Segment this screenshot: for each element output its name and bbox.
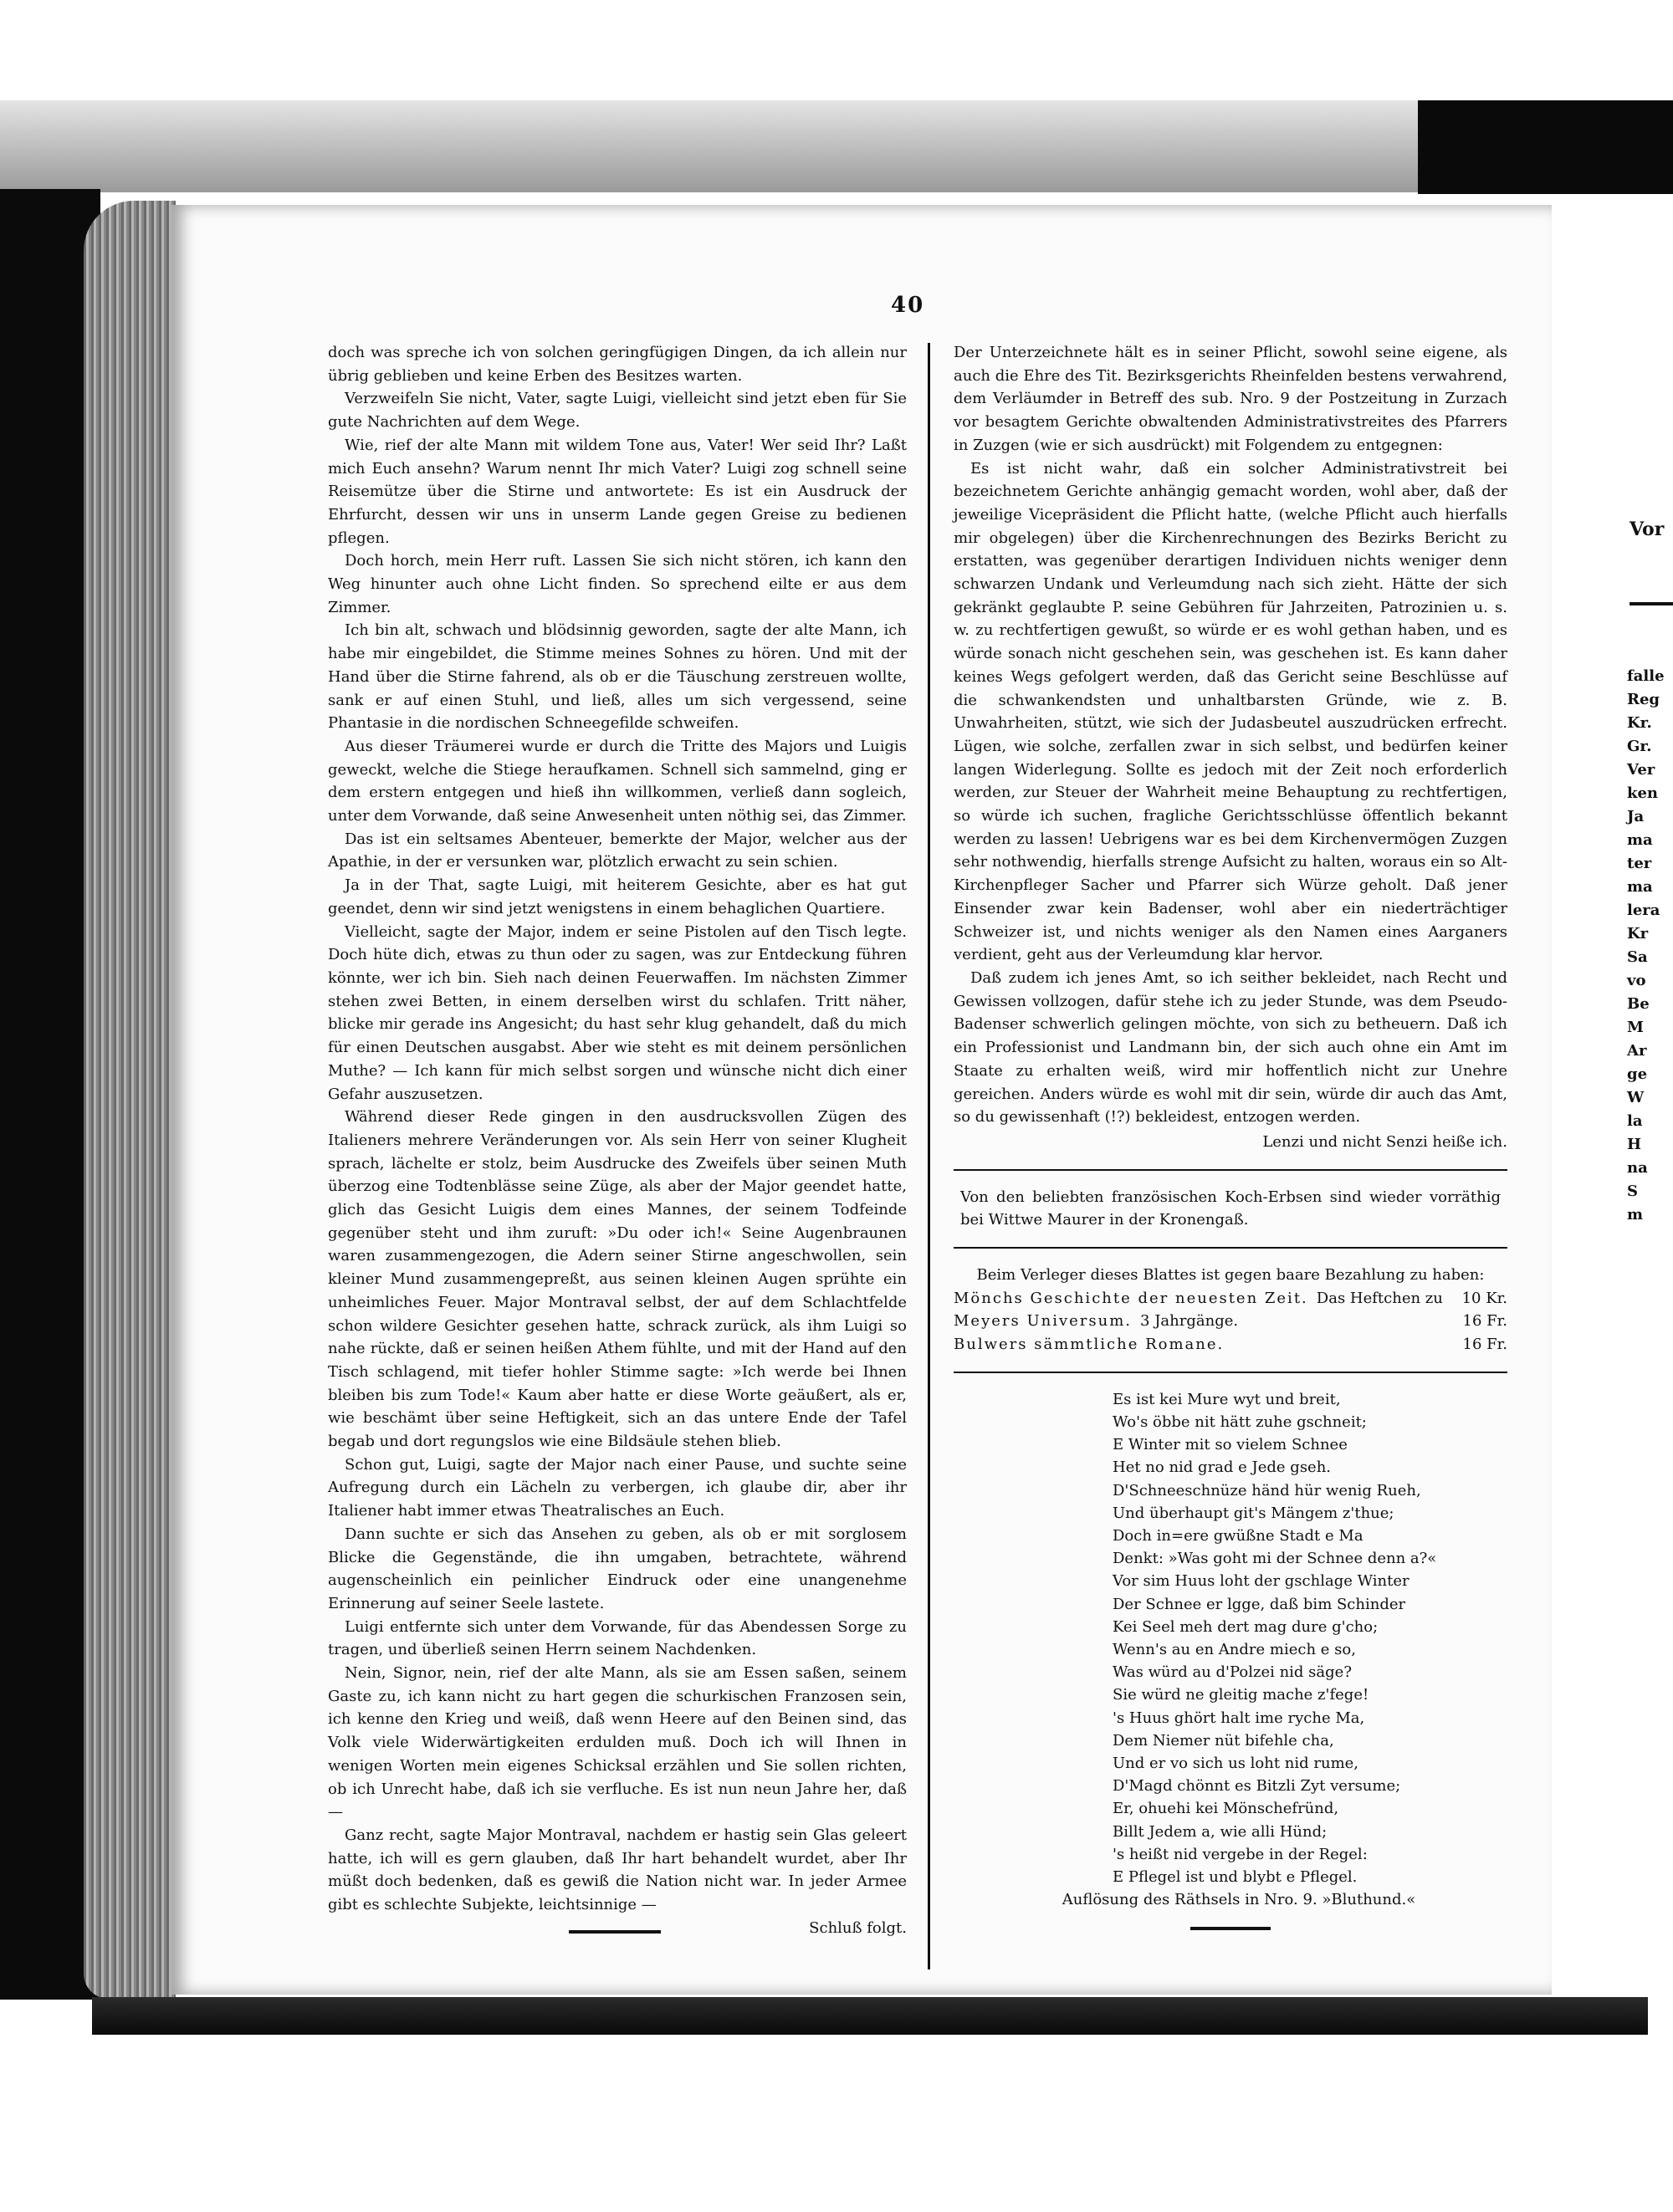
paragraph: Verzweifeln Sie nicht, Vater, sagte Luigi, vielleicht sind jetzt eben für Sie gute Nachrichten auf dem Wege. bbox=[328, 390, 907, 432]
adjacent-page bbox=[1552, 194, 1673, 2000]
adjacent-page-rule bbox=[1630, 602, 1673, 605]
adjacent-page-fragment: vo bbox=[1627, 972, 1646, 989]
advertisement bbox=[954, 1264, 1507, 1356]
paragraph: Schon gut, Luigi, sagte der Major nach einer Pause, und suchte seine Aufregung durch ein Lächeln zu verbergen, ich glaube dir, aber ihr Italiener habt immer etwas Theatralisches an Euch. bbox=[328, 1455, 907, 1520]
divider-rule bbox=[954, 1372, 1507, 1373]
ad-item-title bbox=[954, 1287, 1443, 1310]
poem-line: Was würd au d'Polzei nid säge? bbox=[1113, 1663, 1352, 1682]
adjacent-page-fragment: m bbox=[1627, 1206, 1644, 1223]
poem-line: D'Magd chönnt es Bitzli Zyt versume; bbox=[1113, 1777, 1401, 1796]
adjacent-page-fragment: la bbox=[1627, 1112, 1643, 1130]
poem-line: Billt Jedem a, wie alli Hünd; bbox=[1113, 1822, 1328, 1841]
ad-item bbox=[954, 1287, 1507, 1310]
poem-line: 's Huus ghört halt ime ryche Ma, bbox=[1113, 1709, 1365, 1727]
divider-rule bbox=[954, 1247, 1507, 1249]
adjacent-page-fragment: ken bbox=[1627, 784, 1659, 802]
adjacent-page-fragment: Gr. bbox=[1627, 738, 1652, 755]
poem-line: Dem Niemer nüt bifehle cha, bbox=[1113, 1731, 1334, 1750]
column-divider bbox=[928, 343, 930, 1969]
paragraph: Ganz recht, sagte Major Montraval, nachdem er hastig sein Glas geleert hatte, ich will es gern glauben, daß Ihr hart behandelt wurdet, aber Ihr müßt doch bedenken, daß es gewiß die Nation nicht war. In jeder Armee gibt es schlechte Subjekte, leichtsinnige — bbox=[328, 1826, 907, 1914]
poem-line: E Winter mit so vielem Schnee bbox=[1113, 1436, 1348, 1454]
end-rule bbox=[1190, 1927, 1271, 1930]
adjacent-page-fragment: H bbox=[1627, 1136, 1642, 1153]
ad-price: 16 Fr. bbox=[1462, 1336, 1507, 1354]
scan-shadow bbox=[0, 100, 1422, 192]
public-statement bbox=[954, 341, 1507, 1129]
poem-line: Vor sim Huus loht der gschlage Winter bbox=[1113, 1572, 1410, 1591]
paragraph: Vielleicht, sagte der Major, indem er seine Pistolen auf den Tisch legte. Doch hüte dich, etwas zu thun oder zu sagen, was zur Entdeckung führen könnte, wer ich bin. Sieh nach deinen Feuerwaffen. Im nächsten Zimmer stehen zwei Betten, in einem derselben wirst du schlafen. Tritt näher, blicke mir gerade ins Angesicht; du hast sehr klug gehandelt, daß du mich für einen Deutschen ausgabst. Aber wie steht es mit deinem persönlichen Muthe? — Ich kann für mich selbst sorgen und wünsche nicht dich einer Gefahr auszusetzen. bbox=[328, 922, 907, 1103]
adjacent-page-fragment: S bbox=[1627, 1183, 1638, 1200]
continuation-note: Schluß folgt. bbox=[809, 1918, 907, 1937]
adjacent-page-fragment: M bbox=[1627, 1019, 1644, 1036]
ad-list bbox=[954, 1287, 1507, 1356]
ad-item-title bbox=[954, 1333, 1232, 1356]
paragraph: Dann suchte er sich das Ansehen zu geben, als ob er mit sorglosem Blicke die Gegenstände, die ihn umgaben, betrachtete, während augenscheinlich ein peinlicher Eindruck oder eine unangenehme Erinnerung auf seiner Seele lastete. bbox=[328, 1525, 907, 1612]
adjacent-page-fragment: ma bbox=[1627, 831, 1653, 849]
paragraph: doch was spreche ich von solchen geringfügigen Dingen, da ich allein nur übrig geblieben und keine Erben des Besitzes warten. bbox=[328, 344, 907, 385]
page-number: 40 bbox=[891, 293, 925, 318]
paragraph: Der Unterzeichnete hält es in seiner Pflicht, sowohl seine eigene, als auch die Ehre des Tit. Bezirksgerichts Rheinfelden bestens verwahrend, dem Verläumder in Betreff des sub. Nro. 9 der Postzeitung in Zurzach vor besagtem Gerichte obwaltenden Administrativstreites des Pfarrers in Zuzgen (wie er sich ausdrückt) mit Folgendem zu entgegnen: bbox=[954, 344, 1507, 454]
ad-item bbox=[954, 1310, 1507, 1333]
ad-detail: 3 Jahrgänge. bbox=[1140, 1312, 1239, 1331]
poem-line: E Pflegel ist und blybt e Pflegel. bbox=[1113, 1868, 1358, 1887]
adjacent-page-fragment: W bbox=[1627, 1089, 1645, 1106]
poem-line: Wo's öbbe nit hätt zuhe gschneit; bbox=[1113, 1413, 1367, 1432]
riddle-solution: Auflösung des Räthsels in Nro. 9. »Bluthund.« bbox=[1062, 1891, 1416, 1909]
poem-line: Kei Seel meh dert mag dure g'cho; bbox=[1113, 1617, 1379, 1636]
adjacent-page-fragment: Reg bbox=[1627, 691, 1660, 708]
ad-item-title bbox=[954, 1310, 1238, 1333]
adjacent-page-fragment: ge bbox=[1627, 1065, 1648, 1083]
ad-detail: Das Heftchen zu bbox=[1316, 1289, 1443, 1307]
adjacent-page-fragment: Ar bbox=[1627, 1042, 1647, 1060]
ad-title: Bulwers sämmtliche Romane. bbox=[954, 1336, 1225, 1354]
paragraph: Aus dieser Träumerei wurde er durch die Tritte des Majors und Luigis geweckt, welche die Stiege heraufkamen. Schnell sich sammelnd, ging er dem erstern entgegen und hieß ihn willkommen, verließ dann sogleich, unter dem Vorwande, daß seine Anwesenheit unten nöthig sei, das Zimmer. bbox=[328, 737, 907, 825]
adjacent-page-fragment: Kr bbox=[1627, 925, 1649, 943]
signature: Lenzi und nicht Senzi heiße ich. bbox=[1262, 1132, 1507, 1151]
paragraph: Ich bin alt, schwach und blödsinnig geworden, sagte der alte Mann, ich habe mir eingebildet, die Stimme meines Sohnes zu hören. Und mit der Hand über die Stirne fahrend, als ob er die Täuschung zerstreuen wollte, sank er auf einen Stuhl, und ließ, alles um sich vergessend, seine Phantasie in die nordischen Schneegefilde schweifen. bbox=[328, 621, 907, 733]
adjacent-page-fragment: Be bbox=[1627, 995, 1650, 1013]
adjacent-page-fragment: falle bbox=[1627, 667, 1665, 685]
paragraph: Es ist nicht wahr, daß ein solcher Administrativstreit bei bezeichnetem Gerichte anhängig gemacht worden, wohl aber, daß der jeweilige Vicepräsident die Pflicht hatte, (welche Pflicht auch hierfalls mir obgelegen) über die Kirchenrechnungen des Bezirks Bericht zu erstatten, was gegenüber derartigen Individuen nichts weniger denn schwarzen Undank und Verleumdung nach sich zieht. Hätte der sich gekränkt geglaubte P. seine Gebühren für Jahrzeiten, Patrozinien u. s. w. zu rechtfertigen gewußt, so würde er es wohl gethan haben, und es würde sonach nicht geschehen sein, was geschehen ist. Es kann daher keines Wegs gefolgert werden, daß das Gericht seine Beschlüsse auf die schwankendsten und unhaltbarsten Gründe, wie z. B. Unwahrheiten, stützt, wie sich der Judasbeutel auszudrücken erfrecht. Lügen, wie solche, zerfallen zwar in sich selbst, und bedürfen keiner langen Widerlegung. Sollte es jedoch mit der Zeit noch erforderlich werden, zur Steuer der Wahrheit meine Behauptung zu rechtfertigen, so würde ich suchen, fragliche Gerichtsschlüsse öffentlich bekannt werden zu lassen! Uebrigens war es bei dem Kirchenvermögen Zuzgen sehr nothwendig, hierfalls strenge Aufsicht zu halten, woraus ein so Alt-Kirchenpfleger Sacher und Pfarrer sich Würze geholt. Daß jener Einsender zwar kein Badenser, wohl aber ein niederträchtiger Schweizer ist, und nichts weniger als den Namen eines Aarganers verdient, geht aus der Verleumdung klar hervor. bbox=[954, 459, 1507, 964]
divider-rule bbox=[954, 1169, 1507, 1171]
paragraph: Luigi entfernte sich unter dem Vorwande, für das Abendessen Sorge zu tragen, und überließ seinen Herrn seinem Nachdenken. bbox=[328, 1617, 907, 1659]
scan-border-top-right bbox=[1418, 100, 1673, 194]
poem-line: Er, ohuehi kei Mönschefründ, bbox=[1113, 1800, 1339, 1818]
scan-border-bottom bbox=[92, 1997, 1648, 2035]
poem-line: Denkt: »Was goht mi der Schnee denn a?« bbox=[1113, 1550, 1437, 1568]
ad-price: 10 Kr. bbox=[1461, 1289, 1507, 1307]
book-page-edges bbox=[84, 201, 176, 1999]
poem-line: Doch in=ere gwüßne Stadt e Ma bbox=[1113, 1527, 1363, 1545]
adjacent-page-fragment: Sa bbox=[1627, 948, 1648, 966]
ad-title: Meyers Universum. bbox=[954, 1312, 1133, 1331]
poem-line: Der Schnee er lgge, daß bim Schinder bbox=[1113, 1595, 1406, 1613]
notice-text: Von den beliebten französischen Koch-Erbsen sind wieder vorräthig bei Wittwe Maurer in der Kronengaß. bbox=[960, 1188, 1501, 1229]
adjacent-page-fragment: ma bbox=[1627, 878, 1653, 896]
paragraph: Wie, rief der alte Mann mit wildem Tone aus, Vater! Wer seid Ihr? Laßt mich Euch ansehn? Warum nennt Ihr mich Vater? Luigi zog schnell seine Reisemütze über die Stirne und antwortete: Es ist ein Ausdruck der Ehrfurcht, dessen wir uns in unserm Lande gegen Greise zu bedienen pflegen. bbox=[328, 436, 907, 547]
poem-line: D'Schneeschnüze händ hür wenig Rueh, bbox=[1113, 1481, 1421, 1499]
poem-line: Und er vo sich us loht nid rume, bbox=[1113, 1755, 1359, 1773]
poem-line: Es ist kei Mure wyt und breit, bbox=[1113, 1390, 1341, 1408]
paragraph: Während dieser Rede gingen in den ausdrucksvollen Zügen des Italieners mehrere Veränderungen vor. Als sein Herr von seiner Klugheit sprach, lächelte er stolz, beim Ausdrucke des Zweifels über seinen Muth überzog eine Todtenblässe seine Züge, als aber der Major geendet hatte, glich das Gesicht Luigis dem eines Mannes, der seinem Todfeinde gegenüber steht und ihm zuruft: »Du oder ich!« Seine Augenbraunen waren zusammengezogen, die Adern seiner Stirne angeschwollen, sein kleiner Mund zusammengepreßt, aus seinen kleinen Augen sprühte ein unheimliches Feuer. Major Montraval selbst, der auf dem Schlachtfelde schon wildere Gesichter gesehen hatte, schrack zurück, als ihm Luigi so nahe rückte, daß er seinen heißen Athem fühlte, und mit der Hand auf den Tisch schlagend, mit tiefer hohler Stimme sagte: »Ich werde bei Ihnen bleiben bis zum Tode!« Kaum aber hatte er diese Worte geäußert, als er, wie beschämt über seine Heftigkeit, sich an das untere Ende der Tafel begab und dort regungslos wie eine Bildsäule stehen blieb. bbox=[328, 1108, 907, 1451]
poem-line: Sie würd ne gleitig mache z'fege! bbox=[1113, 1686, 1369, 1704]
notice bbox=[954, 1186, 1507, 1232]
poem-line: 's heißt nid vergebe in der Regel: bbox=[1113, 1845, 1368, 1863]
left-end-rule bbox=[569, 1930, 661, 1934]
right-column bbox=[954, 341, 1507, 1930]
adjacent-page-fragment: Ja bbox=[1627, 808, 1645, 825]
poem bbox=[1113, 1388, 1507, 1888]
paragraph: Ja in der That, sagte Luigi, mit heiterem Gesichte, aber es hat gut geendet, denn wir sind jetzt wenigstens in einem behaglichen Quartiere. bbox=[328, 876, 907, 917]
adjacent-page-fragment: ter bbox=[1627, 855, 1652, 872]
adjacent-page-fragment: Kr. bbox=[1627, 714, 1652, 732]
paragraph: Das ist ein seltsames Abenteuer, bemerkte der Major, welcher aus der Apathie, in der er versunken war, plötzlich erwacht zu sein schien. bbox=[328, 830, 907, 871]
poem-line: Und überhaupt git's Mängem z'thue; bbox=[1113, 1504, 1394, 1522]
poem-line: Het no nid grad e Jede gseh. bbox=[1113, 1458, 1332, 1477]
left-column bbox=[328, 341, 907, 1940]
adjacent-page-fragment: Ver bbox=[1627, 761, 1655, 779]
ad-title: Mönchs Geschichte der neuesten Zeit. bbox=[954, 1289, 1308, 1307]
adjacent-page-heading: Vor bbox=[1630, 519, 1665, 540]
paragraph: Nein, Signor, nein, rief der alte Mann, als sie am Essen saßen, seinem Gaste zu, ich kann nicht zu hart gegen die schurkischen Franzosen sein, ich kenne den Krieg und weiß, daß wenn Heere auf den Beinen sind, das Volk viele Widerwärtigkeiten erdulden muß. Doch ich will Ihnen in wenigen Worten mein eigenes Schicksal erzählen und Sie sollen richten, ob ich Unrecht habe, daß ich sie verfluche. Es ist nun neun Jahre her, daß — bbox=[328, 1664, 907, 1821]
paragraph: Daß zudem ich jenes Amt, so ich seither bekleidet, nach Recht und Gewissen vollzogen, dafür stehe ich zu jeder Stunde, was dem Pseudo-Badenser schwerlich gelingen möchte, von sich zu betheuern. Daß ich ein Professionist und Landmann bin, der sich auch ohne ein Amt im Staate zu erhalten weiß, wird mir hoffentlich nicht zur Unehre gereichen. Anders würde es wohl mit dir sein, würde dir auch das Amt, so du gewissenhaft (!?) bekleidest, entzogen werden. bbox=[954, 968, 1507, 1126]
adjacent-page-fragment: na bbox=[1627, 1159, 1648, 1177]
poem-line: Wenn's au en Andre miech e so, bbox=[1113, 1641, 1356, 1659]
ad-heading: Beim Verleger dieses Blattes ist gegen baare Bezahlung zu haben: bbox=[976, 1266, 1485, 1285]
ad-item bbox=[954, 1333, 1507, 1356]
ad-price: 16 Fr. bbox=[1462, 1312, 1507, 1331]
paragraph: Doch horch, mein Herr ruft. Lassen Sie sich nicht stören, ich kann den Weg hinunter auch ohne Licht finden. So sprechend eilte er aus dem Zimmer. bbox=[328, 552, 907, 616]
adjacent-page-fragment: lera bbox=[1627, 902, 1660, 919]
